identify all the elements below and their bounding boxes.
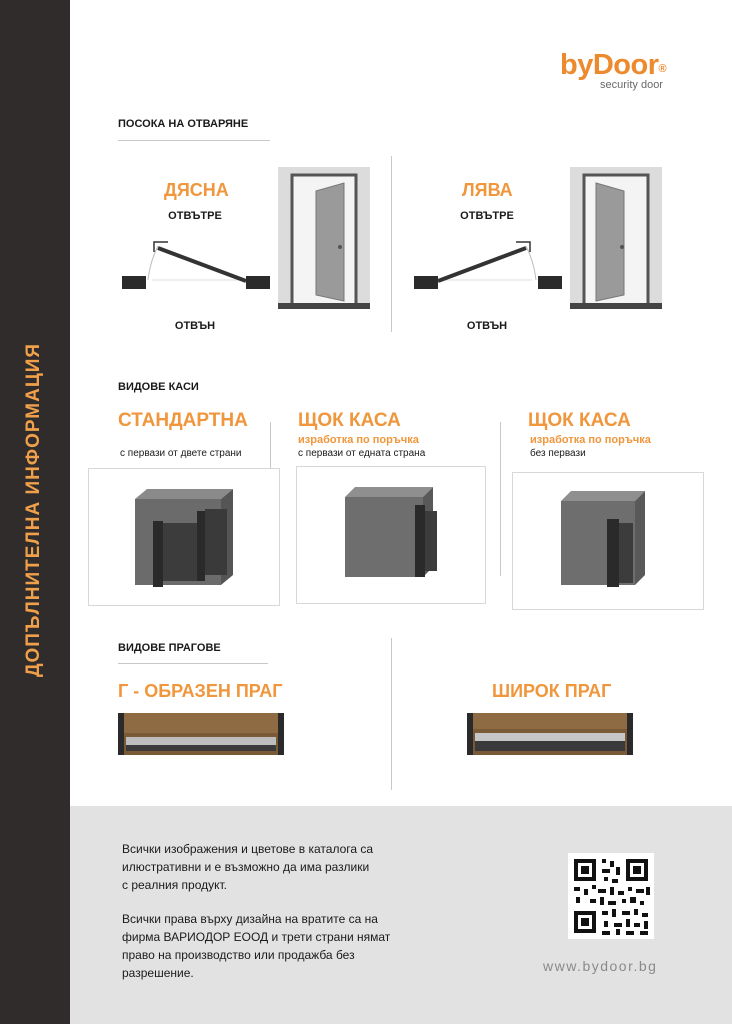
registered-mark: ® xyxy=(658,63,667,75)
swing-arc xyxy=(526,246,536,280)
frame-divider-2 xyxy=(500,422,501,576)
qr-code[interactable] xyxy=(568,853,654,939)
opening-vertical-divider xyxy=(391,156,392,332)
frame-shock-1-image xyxy=(296,466,486,604)
frame-shock-2-image xyxy=(512,472,704,610)
threshold-wide-image xyxy=(467,713,633,755)
floor xyxy=(278,303,370,309)
frame-standard-desc: с первази от двете страни xyxy=(120,448,242,459)
left-wall-block xyxy=(414,276,438,289)
brand-logo xyxy=(560,50,690,90)
left-wall-block xyxy=(122,276,146,289)
frame-shock-1-render xyxy=(297,467,485,603)
door-handle xyxy=(338,245,342,249)
frame-shock-2-title: ЩОК КАСА xyxy=(528,410,631,431)
right-opening-title: ДЯСНА xyxy=(164,180,229,200)
footer-line: фирма ВАРИОДОР ЕООД и трети страни нямат xyxy=(122,930,391,944)
frame-standard-title: СТАНДАРТНА xyxy=(118,410,248,431)
right-wall-block xyxy=(246,276,270,289)
threshold-wide-title: ШИРОК ПРАГ xyxy=(492,681,612,701)
sidebar-label: ДОПЪЛНИТЕЛНА ИНФОРМАЦИЯ xyxy=(23,342,44,678)
footer-line: разрешение. xyxy=(122,966,194,980)
right-outside-label: ОТВЪН xyxy=(174,320,216,332)
right-door-illustration xyxy=(278,167,370,309)
frame-shock-1-subtitle: изработка по поръчка xyxy=(298,434,419,446)
frame-standard-render xyxy=(89,469,279,605)
opening-section-title: ПОСОКА НА ОТВАРЯНЕ xyxy=(118,118,249,130)
frame-shock-2-subtitle: изработка по поръчка xyxy=(530,434,651,446)
door-leaf xyxy=(158,248,246,281)
swing-arc xyxy=(148,246,158,280)
threshold-l-image xyxy=(118,713,284,755)
open-door-leaf xyxy=(596,183,624,301)
opening-divider xyxy=(118,140,270,141)
thresholds-section-title: ВИДОВЕ ПРАГОВЕ xyxy=(118,642,221,654)
left-inside-label: ОТВЪТРЕ xyxy=(460,210,514,222)
open-door-leaf xyxy=(316,183,344,301)
frame-shock-1-title: ЩОК КАСА xyxy=(298,410,401,431)
threshold-l-title: Г - ОБРАЗЕН ПРАГ xyxy=(118,681,283,701)
door-leaf xyxy=(438,248,526,281)
thresholds-divider xyxy=(118,663,268,664)
brand-name: byDoor xyxy=(560,49,659,81)
thresholds-vertical-divider xyxy=(391,638,392,790)
footer-disclaimer-images xyxy=(122,840,373,894)
footer-line: право на производство или продажба без xyxy=(122,948,355,962)
footer-line: Всички права върху дизайна на вратите са на xyxy=(122,912,378,926)
frame-standard-image xyxy=(88,468,280,606)
frame-shock-2-desc: без первази xyxy=(530,448,586,459)
floor xyxy=(570,303,662,309)
frame-shock-2-render xyxy=(513,473,703,609)
door-handle xyxy=(620,245,624,249)
footer-disclaimer-rights xyxy=(122,910,390,982)
website-link[interactable]: www.bydoor.bg xyxy=(543,958,658,974)
footer-line: илюстративни и е възможно да има разлики xyxy=(122,860,370,874)
left-opening-title: ЛЯВА xyxy=(462,180,513,200)
right-inside-label: ОТВЪТРЕ xyxy=(168,210,222,222)
left-outside-label: ОТВЪН xyxy=(466,320,508,332)
left-door-illustration xyxy=(570,167,662,309)
right-wall-block xyxy=(538,276,562,289)
right-opening-swing-diagram xyxy=(118,232,278,296)
frame-shock-1-desc: с первази от едната страна xyxy=(298,448,426,459)
footer-line: с реалния продукт. xyxy=(122,878,227,892)
brand-tagline: security door xyxy=(600,79,663,91)
footer-line: Всички изображения и цветове в каталога са xyxy=(122,842,374,856)
left-opening-swing-diagram xyxy=(410,232,570,296)
frames-section-title: ВИДОВЕ КАСИ xyxy=(118,381,199,393)
